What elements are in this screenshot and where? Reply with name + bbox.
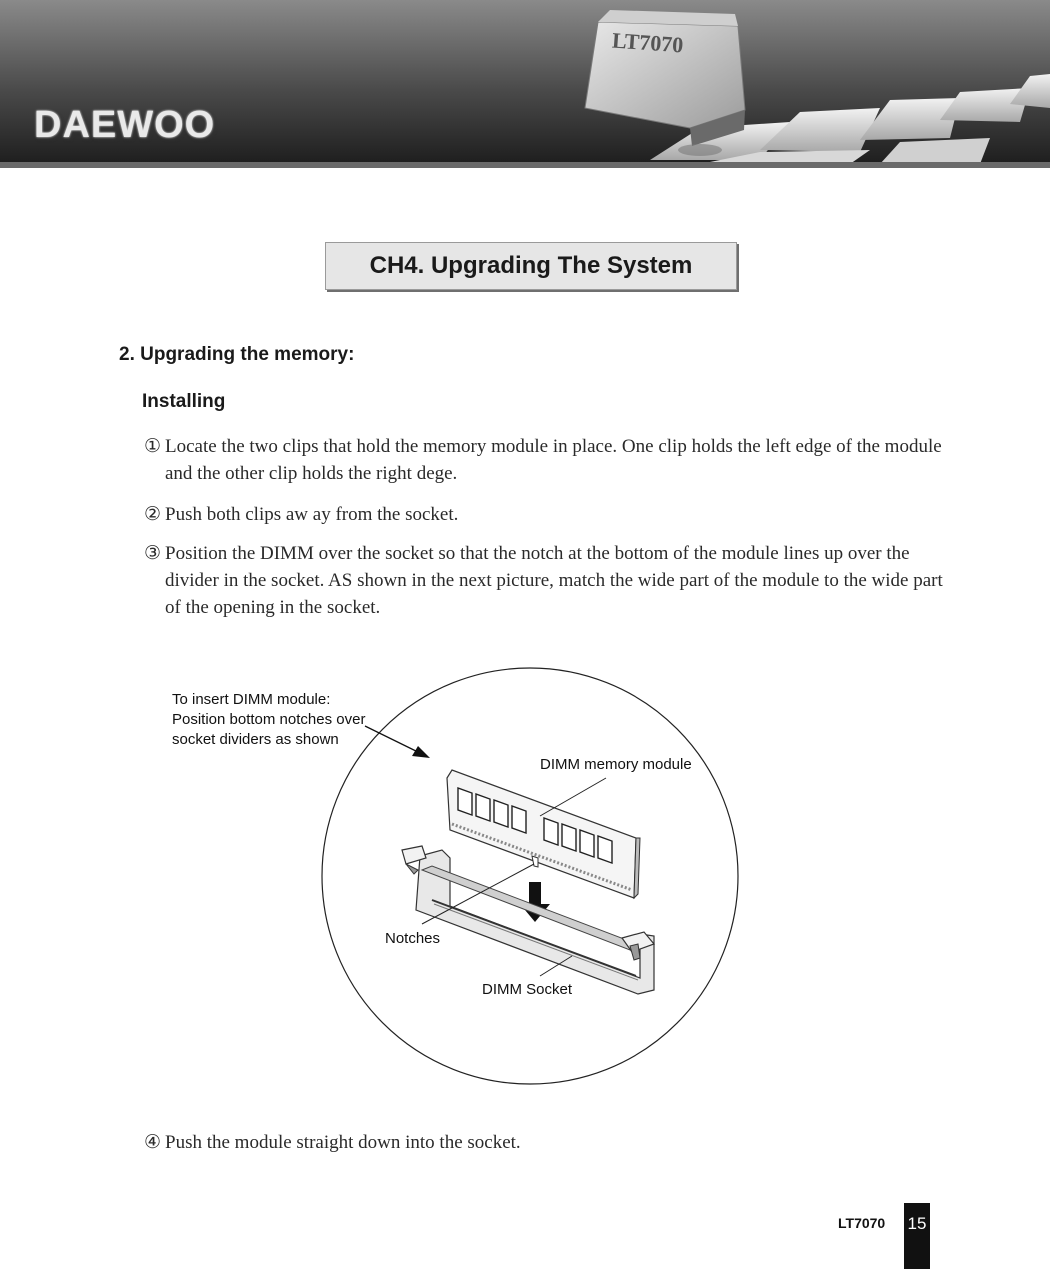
step-text: Push the module straight down into the socket. — [165, 1132, 521, 1153]
figure-caption — [172, 690, 365, 750]
section-title: 2. Upgrading the memory: — [119, 344, 355, 365]
dimm-install-figure — [160, 660, 780, 1100]
brand-logo: DAEWOO — [34, 104, 216, 146]
caption-line: Position bottom notches over — [172, 711, 366, 728]
keycap-label: LT7070 — [611, 27, 685, 58]
subsection-title: Installing — [142, 391, 226, 412]
step-1 — [144, 433, 944, 487]
header-banner — [0, 0, 1050, 168]
label-dimm-module: DIMM memory module — [540, 756, 692, 773]
magnifier-circle — [322, 668, 738, 1084]
step-3 — [144, 540, 944, 621]
step-text: Position the DIMM over the socket so that the notch at the bottom of the module lines up over the divider in the socket. AS shown in the next picture, match the wide part of the module to the wide part of the opening in the socket. — [165, 543, 943, 618]
footer-model-name: LT7070 — [838, 1215, 886, 1231]
caption-line: socket dividers as shown — [172, 731, 339, 748]
step-4 — [144, 1129, 944, 1156]
step-number: ② — [144, 504, 162, 525]
step-2 — [144, 501, 944, 528]
step-number: ④ — [144, 1132, 162, 1153]
step-number: ③ — [144, 543, 162, 564]
label-dimm-socket: DIMM Socket — [482, 981, 573, 998]
label-notches: Notches — [385, 930, 441, 947]
step-number: ① — [144, 436, 162, 457]
page-number: 15 — [904, 1203, 930, 1269]
chapter-title: CH4. Upgrading The System — [325, 242, 737, 290]
caption-line: To insert DIMM module: — [172, 691, 331, 708]
step-text: Locate the two clips that hold the memory module in place. One clip holds the left edge of the module and the other clip holds the right dege. — [165, 436, 942, 484]
step-text: Push both clips aw ay from the socket. — [165, 504, 459, 525]
